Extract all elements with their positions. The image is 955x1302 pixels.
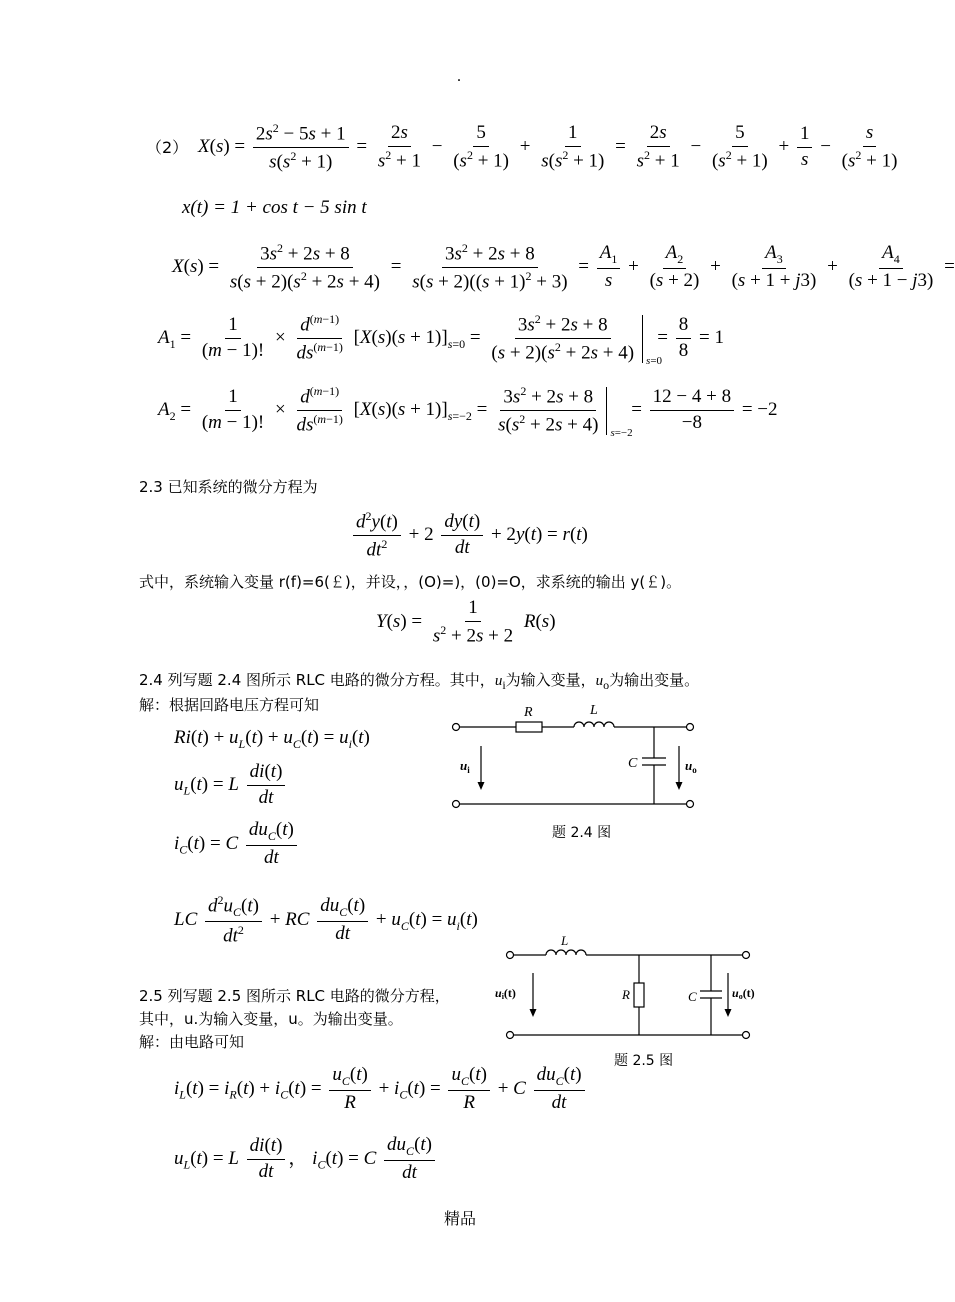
label-uo: u (732, 986, 739, 1000)
label-c: C (688, 989, 697, 1004)
svg-text:uo (685, 758, 697, 775)
resistor-r (516, 722, 542, 732)
terminal-top-right (743, 952, 750, 959)
equation-2-4-kvl: $Ri(t) + u_L(t) + u_C(t) = u_i(t)$ (174, 727, 370, 751)
resistor-r (634, 983, 644, 1007)
part-2-label: （2） (146, 138, 189, 157)
terminal-top-left (453, 724, 460, 731)
equation-2-5-current: $i_L(t) = i_R(t) + i_C(t)$ = $\frac{u_C(t)}{R}$ + $i_C(t)$ = $\frac{u_C(t)}{R}$ + C $\frac{du_C(t)}{dt}$ (174, 1065, 588, 1114)
terminal-bottom-left (507, 1032, 514, 1039)
equation-a1: $A_1$ = $\frac{1}{(m - 1)!}$ × $\frac{d^{(m-1)}}{ds^{(m-1)}}$ $[X(s)(s + 1)]_{s=0}$ = $\frac{3s^2 + 2s + 8}{(s + 2)(s^2 + 2s + 4)}$ s=0 = $\frac{8}{8}$ = 1 (158, 312, 724, 367)
problem-2-5-title-line1: 2.5 列写题 2.5 图所示 RLC 电路的微分方程， (139, 987, 450, 1005)
label-l: L (561, 933, 569, 948)
svg-text:ui(t) (495, 986, 516, 1001)
equation-2-5-element-relations: $u_L(t) = L$ $\frac{di(t)}{dt}$ ， $i_C(t) = C$ $\frac{du_C(t)}{dt}$ (174, 1135, 438, 1184)
footer-text: 精品 (444, 1209, 477, 1228)
equation-2-4-result: LC $\frac{d^2u_C(t)}{dt^2}$ + RC $\frac{du_C(t)}{dt}$ + $u_C(t) = u_i(t)$ (174, 893, 478, 947)
inductor-l (546, 950, 586, 955)
label-uo-arg: (t) (742, 986, 755, 1000)
problem-2-5-solution-intro: 解：由电路可知 (139, 1033, 245, 1051)
circuit-figure-2-5 (490, 935, 760, 1045)
equation-xs-four-terms: X(s) = $\frac{3s^2 + 2s + 8}{s(s + 2)(s^2 + 2s + 4)}$ = $\frac{3s^2 + 2s + 8}{s(s + 2)((s + 1)^2 + 3)}$ = $\frac{A_1}{s}$ + $\frac{A_2}{(s + 2)}$ + $\frac{A_3}{(s + 1 + j3)}$ + $\frac{A_4}{(s + 1 - j3)}$ = (172, 241, 955, 293)
problem-2-5-title-line2: 其中，u.为输入变量，u。为输出变量。 (139, 1010, 403, 1028)
figure-2-5-caption: 题 2.5 图 (614, 1053, 674, 1069)
problem-2-4-title: 2.4 列写题 2.4 图所示 RLC 电路的微分方程。其中，$u_i$为输入变量，$u_o$为输出变量。 (139, 671, 700, 692)
svg-text:ui (460, 758, 470, 775)
equation-x-of-t: x(t) = 1 + cos t − 5 sin t (182, 197, 367, 218)
label-ui: u (495, 986, 502, 1000)
equation-2-3-differential: $\frac{d^2y(t)}{dt^2}$ + 2 $\frac{dy(t)}{dt}$ + 2y(t) = r(t) (350, 510, 588, 561)
equation-xs-partial-fractions: X(s) = $\frac{2s^2 - 5s + 1}{s(s^2 + 1)}$ = $\frac{2s}{s^2 + 1}$ − $\frac{5}{(s^2 + 1)}$ + $\frac{1}{s(s^2 + 1)}$ = $\frac{2s}{s^2 + 1}$ − $\frac{5}{(s^2 + 1)}$ + $\frac{1}{s}$ − $\frac{s}{(s^2 + 1)}$ (198, 121, 898, 173)
figure-2-4-caption: 题 2.4 图 (552, 825, 612, 841)
circuit-figure-2-4 (440, 700, 710, 815)
terminal-bottom-right (687, 801, 694, 808)
equation-2-3-ys: Y(s) = $\frac{1}{s^2 + 2s + 2}$ R(s) (376, 597, 556, 647)
label-l: L (590, 703, 598, 718)
label-r: R (524, 705, 533, 720)
svg-text:uo(t) (732, 986, 755, 1001)
label-ui-sub: i (467, 765, 470, 775)
terminal-bottom-left (453, 801, 460, 808)
label-ui-sub: i (501, 992, 504, 1001)
label-uo-sub: o (692, 765, 697, 775)
problem-2-3-title: 2.3 已知系统的微分方程为 (139, 478, 318, 496)
problem-2-3-condition: 式中，系统输入变量 r(f)=6(￡)，并设，，(O)=)，(0)=O，求系统的输出 y(￡)。 (139, 573, 682, 591)
label-r: R (622, 987, 630, 1002)
terminal-top-left (507, 952, 514, 959)
equation-2-4-inductor: $u_L(t) = L$ $\frac{di(t)}{dt}$ (174, 762, 288, 809)
equation-2-4-capacitor: $i_C(t) = C$ $\frac{du_C(t)}{dt}$ (174, 820, 300, 869)
label-uo-sub: o (738, 992, 743, 1001)
label-ui: u (460, 758, 468, 773)
terminal-bottom-right (743, 1032, 750, 1039)
label-ui-arg: (t) (503, 986, 516, 1000)
terminal-top-right (687, 724, 694, 731)
inductor-l (574, 722, 614, 727)
problem-2-4-solution-intro: 解：根据回路电压方程可知 (139, 696, 320, 714)
equation-a2: $A_2$ = $\frac{1}{(m - 1)!}$ × $\frac{d^{(m-1)}}{ds^{(m-1)}}$ $[X(s)(s + 1)]_{s=-2}$ = $\frac{3s^2 + 2s + 8}{s(s^2 + 2s + 4)}$ s=−2 = $\frac{12 - 4 + 8}{-8}$ = −2 (158, 384, 778, 439)
label-c: C (628, 756, 638, 771)
label-uo: u (685, 758, 693, 773)
header-dot: . (457, 68, 461, 85)
